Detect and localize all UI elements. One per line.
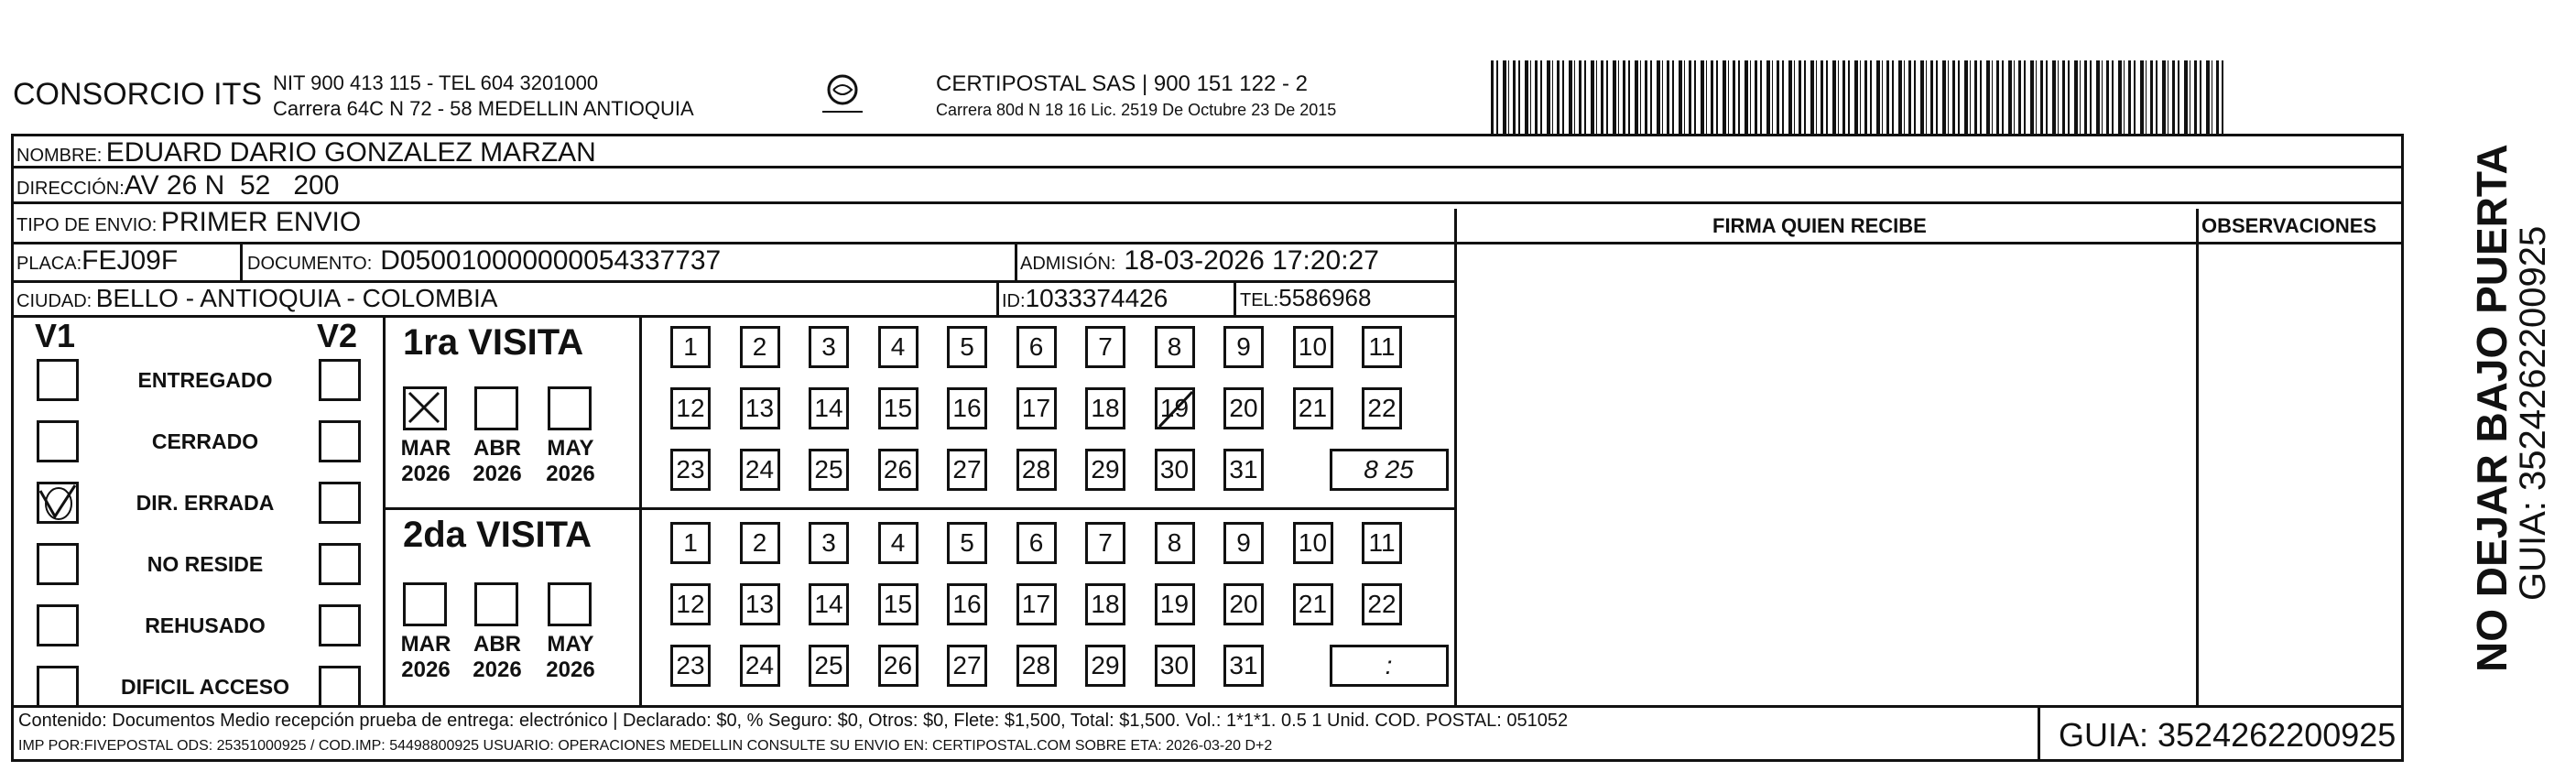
recipient-name: EDUARD DARIO GONZALEZ MARZAN <box>105 137 596 168</box>
second-visit-day[interactable]: 23 <box>670 645 711 687</box>
status-v2-checkbox[interactable] <box>319 543 361 585</box>
first-visit-day[interactable]: 6 <box>1016 326 1057 368</box>
id-value: 1033374426 <box>1025 284 1168 312</box>
v2-label: V2 <box>317 317 358 354</box>
first-visit-day[interactable]: 9 <box>1223 326 1264 368</box>
observations-area[interactable] <box>2200 245 2401 701</box>
second-visit-day[interactable]: 13 <box>740 583 780 625</box>
observaciones-header: OBSERVACIONES <box>2201 214 2377 237</box>
second-visit-month-checkbox[interactable] <box>548 582 592 626</box>
second-visit-day[interactable]: 7 <box>1085 522 1125 564</box>
first-visit-day[interactable]: 5 <box>947 326 987 368</box>
ciudad-value: BELLO - ANTIOQUIA - COLOMBIA <box>95 284 498 312</box>
second-visit-day[interactable]: 22 <box>1362 583 1402 625</box>
second-visit-month-label: MAR 2026 <box>400 632 451 682</box>
first-visit-title: 1ra VISITA <box>403 322 584 363</box>
direccion-label: DIRECCIÓN: <box>16 179 125 199</box>
address-line: Carrera 64C N 72 - 58 MEDELLIN ANTIOQUIA <box>273 97 694 120</box>
admision-label: ADMISIÓN: <box>1020 254 1116 274</box>
second-visit-day[interactable]: 4 <box>878 522 918 564</box>
second-visit-day[interactable]: 14 <box>809 583 849 625</box>
second-visit-day[interactable]: 6 <box>1016 522 1057 564</box>
first-visit-day[interactable]: 25 <box>809 449 849 491</box>
nit-line: NIT 900 413 115 - TEL 604 3201000 <box>273 71 599 94</box>
first-visit-day[interactable]: 26 <box>878 449 918 491</box>
ciudad-label: CIUDAD: <box>16 291 92 311</box>
status-v2-checkbox[interactable] <box>319 604 361 646</box>
vertical-guia: GUIA: 3524262200925 <box>2513 225 2553 601</box>
second-visit-day[interactable]: 18 <box>1085 583 1125 625</box>
second-visit-month-label: MAY 2026 <box>546 632 595 682</box>
status-v1-checkbox[interactable] <box>37 543 79 585</box>
id-label: ID: <box>1002 291 1026 311</box>
first-visit-day[interactable]: 8 <box>1155 326 1195 368</box>
first-visit-day[interactable]: 30 <box>1155 449 1195 491</box>
first-visit-day[interactable]: 31 <box>1223 449 1264 491</box>
second-visit-day[interactable]: 15 <box>878 583 918 625</box>
status-v1-checkbox[interactable] <box>37 482 79 524</box>
second-visit-day[interactable]: 12 <box>670 583 711 625</box>
documento-value: D050010000000054337737 <box>380 245 722 276</box>
second-visit-day[interactable]: 24 <box>740 645 780 687</box>
second-visit-day[interactable]: 28 <box>1016 645 1057 687</box>
second-visit-day[interactable]: 1 <box>670 522 711 564</box>
second-visit-month-checkbox[interactable] <box>474 582 518 626</box>
first-visit-day[interactable]: 12 <box>670 387 711 429</box>
second-visit-day[interactable]: 3 <box>809 522 849 564</box>
first-visit-day[interactable]: 3 <box>809 326 849 368</box>
first-visit-day[interactable]: 24 <box>740 449 780 491</box>
vertical-no-dejar: NO DEJAR BAJO PUERTA <box>2468 144 2516 672</box>
status-v2-checkbox[interactable] <box>319 666 361 708</box>
status-v1-checkbox[interactable] <box>37 359 79 401</box>
second-visit-day[interactable]: 16 <box>947 583 987 625</box>
contenido-line: Contenido: Documentos Medio recepción prueba de entrega: electrónico | Declarado: $0, % Seguro: $0, Otros: $0, Flete: $1,500, Total: $1,500. Vol.: 1*1*1. 0.5 1 Unid. COD. POSTAL: 051052 <box>18 711 1569 731</box>
second-visit-day[interactable]: 2 <box>740 522 780 564</box>
admision-value: 18-03-2026 17:20:27 <box>1124 245 1379 276</box>
nombre-label: NOMBRE: <box>16 146 103 166</box>
first-visit-day[interactable]: 4 <box>878 326 918 368</box>
firma-header: FIRMA QUIEN RECIBE <box>1712 214 1927 237</box>
first-visit-month-label: MAR 2026 <box>400 436 451 486</box>
second-visit-day[interactable]: 19 <box>1155 583 1195 625</box>
status-v1-checkbox[interactable] <box>37 666 79 708</box>
first-visit-day[interactable]: 7 <box>1085 326 1125 368</box>
second-visit-day[interactable]: 8 <box>1155 522 1195 564</box>
first-visit-month-label: ABR 2026 <box>473 436 522 486</box>
first-visit-day[interactable]: 17 <box>1016 387 1057 429</box>
v1-label: V1 <box>35 317 76 354</box>
second-visit-day[interactable]: 30 <box>1155 645 1195 687</box>
second-visit-day[interactable]: 29 <box>1085 645 1125 687</box>
second-visit-day[interactable]: 20 <box>1223 583 1264 625</box>
status-v2-checkbox[interactable] <box>319 482 361 524</box>
second-visit-title: 2da VISITA <box>403 515 592 555</box>
first-visit-day[interactable]: 16 <box>947 387 987 429</box>
status-label: CERRADO <box>151 429 259 453</box>
first-visit-day[interactable]: 14 <box>809 387 849 429</box>
status-label: ENTREGADO <box>137 368 273 392</box>
first-visit-month-checkbox[interactable] <box>474 386 518 430</box>
status-v2-checkbox[interactable] <box>319 359 361 401</box>
second-visit-day[interactable]: 11 <box>1362 522 1402 564</box>
second-visit-day[interactable]: 5 <box>947 522 987 564</box>
tipo-envio-value: PRIMER ENVIO <box>160 207 362 237</box>
recipient-address: AV 26 N 52 200 <box>124 170 340 201</box>
second-visit-day[interactable]: 27 <box>947 645 987 687</box>
signature-area[interactable] <box>1458 245 2192 701</box>
first-visit-day[interactable]: 13 <box>740 387 780 429</box>
status-label: NO RESIDE <box>147 552 264 576</box>
first-visit-month-checkbox[interactable] <box>403 386 447 430</box>
first-visit-day[interactable]: 29 <box>1085 449 1125 491</box>
second-visit-month-checkbox[interactable] <box>403 582 447 626</box>
first-visit-time-box[interactable]: 8 25 <box>1330 449 1449 491</box>
first-visit-day[interactable]: 15 <box>878 387 918 429</box>
tel-label: TEL: <box>1240 290 1279 310</box>
placa-label: PLACA: <box>16 254 82 274</box>
barcode <box>1491 60 2223 134</box>
status-label: DIR. ERRADA <box>136 491 275 515</box>
first-visit-day[interactable]: 28 <box>1016 449 1057 491</box>
second-visit-day[interactable]: 26 <box>878 645 918 687</box>
second-visit-day[interactable]: 25 <box>809 645 849 687</box>
first-visit-day[interactable]: 2 <box>740 326 780 368</box>
certipostal-logo-icon <box>815 71 870 121</box>
second-visit-month-label: ABR 2026 <box>473 632 522 682</box>
status-label: REHUSADO <box>145 614 266 637</box>
company-name: CONSORCIO ITS <box>13 77 263 112</box>
status-v2-checkbox[interactable] <box>319 420 361 462</box>
second-visit-day[interactable]: 31 <box>1223 645 1264 687</box>
footer-guia: GUIA: 3524262200925 <box>2059 716 2397 754</box>
status-v1-checkbox[interactable] <box>37 420 79 462</box>
second-visit-day[interactable]: 9 <box>1223 522 1264 564</box>
imp-line: IMP POR:FIVEPOSTAL ODS: 25351000925 / COD.IMP: 54498800925 USUARIO: OPERACIONES MEDELLIN CONSULTE SU ENVIO EN: CERTIPOSTAL.COM SOBRE ETA: 2026-03-20 D+2 <box>18 738 1273 754</box>
first-visit-day[interactable]: 19 <box>1155 387 1195 429</box>
second-visit-day[interactable]: 10 <box>1293 522 1333 564</box>
second-visit-time-box[interactable]: : <box>1330 645 1449 687</box>
first-visit-day[interactable]: 22 <box>1362 387 1402 429</box>
status-v1-checkbox[interactable] <box>37 604 79 646</box>
first-visit-day[interactable]: 10 <box>1293 326 1333 368</box>
first-visit-day[interactable]: 18 <box>1085 387 1125 429</box>
tel-value: 5586968 <box>1278 284 1372 311</box>
tipo-envio-label: TIPO DE ENVIO: <box>16 215 158 235</box>
second-visit-day[interactable]: 17 <box>1016 583 1057 625</box>
first-visit-day[interactable]: 23 <box>670 449 711 491</box>
certipostal-address: Carrera 80d N 18 16 Lic. 2519 De Octubre 23 De 2015 <box>936 101 1337 119</box>
second-visit-day[interactable]: 21 <box>1293 583 1333 625</box>
first-visit-day[interactable]: 1 <box>670 326 711 368</box>
status-label: DIFICIL ACCESO <box>120 675 289 699</box>
first-visit-day[interactable]: 27 <box>947 449 987 491</box>
placa-value: FEJ09F <box>82 245 179 276</box>
first-visit-month-checkbox[interactable] <box>548 386 592 430</box>
certipostal-name: CERTIPOSTAL SAS | 900 151 122 - 2 <box>936 71 1308 96</box>
first-visit-day[interactable]: 20 <box>1223 387 1264 429</box>
first-visit-month-label: MAY 2026 <box>546 436 595 486</box>
documento-label: DOCUMENTO: <box>247 254 373 274</box>
first-visit-day[interactable]: 21 <box>1293 387 1333 429</box>
first-visit-day[interactable]: 11 <box>1362 326 1402 368</box>
